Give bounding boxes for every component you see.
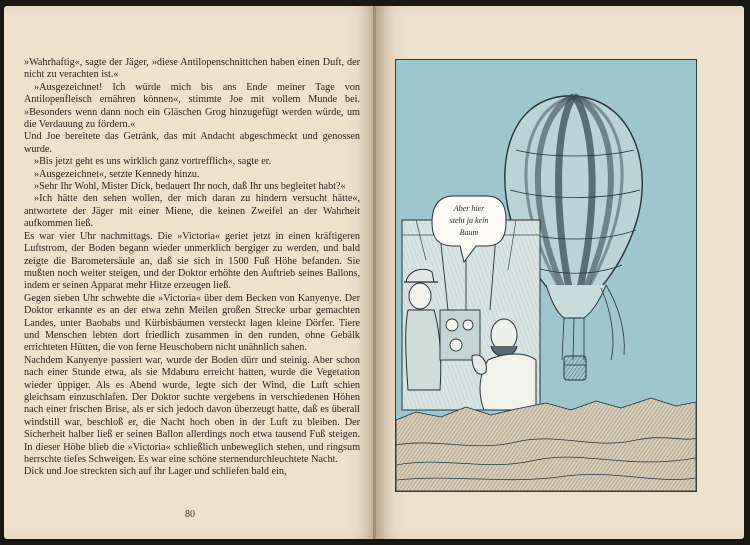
paragraph: Es war vier Uhr nachmittags. Die »Victoria« geriet jetzt in einen kräftigeren Luftstrom, der Boden begann wieder unmerklich bergiger zu werden, und bald zeigte die Barometersäule an, daß sie sich in 1500 Fuß Höhe befanden. Sie mußten noch weiter steigen, und der Doktor erhöhte den Auftrieb seines Ballons, indem er seinen Apparat mehr Hitze erzeugen ließ. (24, 230, 360, 292)
page-number: 80 (185, 509, 195, 520)
paragraph: Nachdem Kanyenye passiert war, wurde der Boden dürr und steinig. Aber schon nach einer Stunde etwa, als sie Mdaburu erreicht hatten, wurde die Vegetation wieder üppiger. Als es Abend wurde, legte sich der Wind, die Luft schien gleichsam einzuschlafen. Der Doktor suchte vergebens in verschiedenen Höhen nach einer frischen Brise, als er sich jedoch davon überzeugt hatte, daß es überall windstill war, beschloß er, die Nacht hoch oben in der Luft zu bleiben. Der Sicherheit halber ließ er seinen Ballon allerdings noch etwa tausend Fuß steigen. In dieser Höhe blieb die »Victoria« schließlich unbeweglich stehen, und ringsum herrschte tiefes Schweigen. Es war eine schöne sternendurchleuchtete Nacht. (24, 354, 360, 465)
paragraph: »Sehr Ihr Wohl, Mister Dick, bedauert Ihr noch, daß Ihr uns begleitet habt?« (34, 181, 346, 193)
speech-line: Baum (459, 228, 479, 237)
paragraph: Gegen sieben Uhr schwebte die »Victoria« über dem Becken von Kanyenye. Der Doktor erkannte es an der etwa zehn Meilen großen Strecke urbar gemachten Landes, unter Baobabs und Kürbisbäumen versteckt lagen kleine Dörfer. Tiere und Menschen lebten dort friedlich zusammen in den runden, ohne Gebälk errichteten Hütten, die von ferne Heuschobern nicht unähnlich sahen. (24, 292, 360, 354)
speech-line: steht ja kein (449, 216, 489, 225)
paragraph: »Ich hätte den sehen wollen, der mich daran zu hindern versucht hätte«, antwortete der Jäger mit einer Miene, die keinen Zweifel an der Wahrheit aufkommen ließ. (24, 193, 360, 230)
paragraph: »Ausgezeichnet! Ich würde mich bis ans Ende meiner Tage von Antilopenfleisch ernähren können«, stimmte Joe mit vollem Munde bei. »Besonders wenn dann noch ein Gläschen Grog hinzugefügt werden würde, um die Verdauung zu fördern.« (24, 81, 360, 131)
paragraph: »Wahrhaftig«, sagte der Jäger, »diese Antilopenschnittchen haben einen Duft, der nicht zu verachten ist.« (24, 57, 360, 81)
paragraph: »Ausgezeichnet«, setzte Kennedy hinzu. (34, 168, 200, 180)
body-text (24, 57, 360, 479)
left-page (4, 6, 376, 539)
paragraph: »Bis jetzt geht es uns wirklich ganz vortrefflich«, sagte er. (34, 156, 272, 168)
speech-line: Aber hier (453, 204, 485, 213)
balloon-illustration (395, 59, 697, 492)
paragraph: Dick und Joe streckten sich auf ihr Lager und schliefen bald ein, (24, 466, 287, 478)
paragraph: Und Joe bereitete das Getränk, das mit Andacht abgeschmeckt und genossen wurde. (24, 131, 360, 155)
